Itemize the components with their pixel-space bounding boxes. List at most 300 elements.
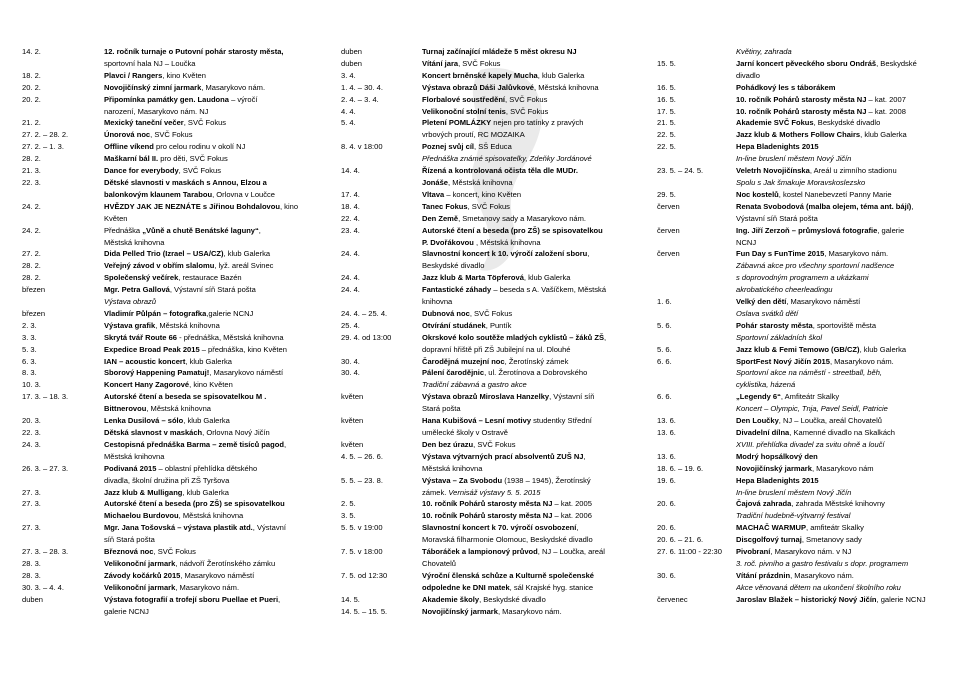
- event-description: [104, 284, 332, 296]
- event-row: [657, 379, 939, 391]
- event-description: [422, 522, 657, 534]
- event-row: [341, 367, 657, 379]
- event-description: [736, 534, 939, 546]
- event-row: [657, 141, 939, 153]
- event-description: [104, 308, 332, 320]
- event-row: [341, 332, 657, 344]
- event-description: [422, 225, 657, 237]
- event-description: [736, 117, 939, 129]
- event-detail: , SVČ Fokus: [505, 106, 549, 116]
- event-row: [657, 165, 939, 177]
- event-detail: , klub Galerka: [182, 487, 229, 497]
- event-title: Výstava – Za Svobodu: [422, 475, 503, 485]
- event-date: 14. 4.: [341, 166, 360, 176]
- event-date: 4. 5. – 26. 6.: [341, 451, 383, 461]
- event-row: [341, 582, 657, 594]
- event-row: [341, 546, 657, 558]
- event-title: Velikonoční stolní tenis: [422, 106, 506, 116]
- event-row: [657, 415, 939, 427]
- event-row: [341, 70, 657, 82]
- event-description: [422, 82, 657, 94]
- event-detail: , SVČ Fokus: [505, 94, 548, 104]
- event-row: [22, 558, 332, 570]
- event-description: [104, 522, 332, 534]
- event-row: [657, 403, 939, 415]
- event-date: 27. 2.: [22, 249, 41, 259]
- event-title: Fantastické záhady: [422, 285, 492, 295]
- event-description: [736, 58, 939, 70]
- event-detail: Stará pošta: [422, 404, 461, 414]
- event-title: Jaroslav Blažek – historický Nový Jičín: [736, 594, 877, 604]
- event-row: [22, 82, 332, 94]
- event-detail: , sportoviště města: [812, 320, 877, 330]
- event-description: [104, 594, 332, 606]
- event-description: [422, 260, 657, 272]
- event-detail: divadla, školní družina při ZŠ Tyršova: [104, 475, 230, 485]
- event-title: Novojičínský jarmark: [736, 463, 812, 473]
- event-description: [104, 46, 332, 58]
- event-row: [657, 70, 939, 82]
- event-date: 24. 2.: [22, 201, 41, 211]
- event-row: [341, 260, 657, 272]
- event-description: [422, 46, 657, 58]
- event-detail: narození, Masarykovo nám. NJ: [104, 106, 209, 116]
- event-title: Jazz klub & Mothers Follow Chairs: [736, 130, 861, 140]
- event-title: Pletení POMLÁZKY: [422, 118, 492, 128]
- event-title: Hepa Bladenights 2015: [736, 475, 819, 485]
- event-note: Vernisáž výstavy 5. 5. 2015: [448, 487, 541, 497]
- event-description: [104, 427, 332, 439]
- event-description: [422, 296, 657, 308]
- event-title: Poznej svůj cíl: [422, 142, 475, 152]
- event-description: [104, 296, 332, 308]
- event-description: [736, 403, 939, 415]
- event-description: [104, 237, 332, 249]
- event-date: 13. 6.: [657, 428, 676, 437]
- event-description: [104, 498, 332, 510]
- event-title: Vítání jara: [422, 58, 459, 68]
- event-date: 17. 5.: [657, 106, 676, 116]
- event-note: Květiny, zahrada: [736, 47, 792, 56]
- event-detail: – kat. 2005: [552, 499, 592, 509]
- event-description: [736, 415, 939, 427]
- event-date: 24. 3.: [22, 439, 41, 449]
- event-description: [422, 558, 657, 570]
- event-row: [341, 534, 657, 546]
- event-date: březen: [22, 308, 46, 318]
- event-detail: – výročí: [228, 94, 258, 104]
- event-detail: , klub Galerka: [523, 273, 571, 283]
- event-description: [736, 463, 939, 475]
- event-note: XVIII. přehlídka divadel za svitu ohně a loučí: [736, 439, 885, 449]
- event-row: [657, 129, 939, 141]
- event-detail: , Masarykovo nám.: [175, 582, 240, 592]
- event-title: MACHAČ WARMUP: [736, 523, 807, 533]
- event-title: Dida Pelled Trio (Izrael – USA/CZ): [104, 249, 224, 259]
- event-title: Veletrh Novojičínska: [736, 166, 810, 176]
- event-date: 26. 3. – 27. 3.: [22, 463, 69, 473]
- event-description: [736, 70, 939, 82]
- event-row: [341, 82, 657, 94]
- event-row: [341, 522, 657, 534]
- event-description: [104, 379, 332, 391]
- event-date: 6. 3.: [22, 356, 37, 366]
- event-row: [22, 451, 332, 463]
- event-date: 5. 5. v 19:00: [341, 523, 383, 533]
- event-row: [341, 165, 657, 177]
- event-detail: , klub Galerka: [860, 130, 907, 140]
- event-detail: , Smetanovy sady: [801, 535, 862, 545]
- event-detail: , sál Krajské hyg. stanice: [509, 582, 594, 592]
- event-row: [22, 522, 332, 534]
- event-description: [736, 356, 939, 368]
- event-description: [104, 534, 332, 546]
- event-description: [736, 546, 939, 558]
- event-description: [422, 117, 657, 129]
- event-date: 28. 2.: [22, 273, 41, 283]
- event-row: [341, 379, 657, 391]
- event-row: [22, 379, 332, 391]
- event-detail: , Puntík: [485, 320, 512, 330]
- event-title: Dětské slavnosti v maskách s Annou, Elzou a: [104, 177, 267, 187]
- event-title: 10. ročník Pohárů starosty města NJ: [736, 94, 867, 104]
- event-row: [341, 117, 657, 129]
- event-row: [341, 272, 657, 284]
- event-row: [341, 451, 657, 463]
- event-title: Čajová zahrada: [736, 499, 792, 509]
- event-row: [657, 213, 939, 225]
- event-detail: , kino Květen: [162, 70, 206, 80]
- event-date: 15. 5.: [657, 58, 676, 68]
- event-title: Florbalové soustředění: [422, 94, 506, 104]
- event-row: [341, 106, 657, 118]
- event-description: [736, 141, 939, 153]
- event-row: [341, 475, 657, 487]
- event-description: [422, 141, 657, 153]
- event-description: [104, 58, 332, 70]
- event-row: [657, 272, 939, 284]
- event-detail: zámek.: [422, 487, 449, 497]
- event-detail: Městská knihovna: [422, 463, 483, 473]
- event-description: [736, 248, 939, 260]
- event-date: 8. 4. v 18:00: [341, 142, 383, 152]
- event-date: 18. 2.: [22, 70, 41, 80]
- event-description: [104, 201, 332, 213]
- event-date: 5. 4.: [341, 118, 356, 128]
- event-title: Jazz klub & Mulligang: [104, 487, 183, 497]
- event-date: 5. 6.: [657, 320, 672, 330]
- event-detail: , kino Květen: [189, 380, 233, 390]
- event-title: Pálení čarodějnic: [422, 368, 485, 378]
- event-description: [422, 415, 657, 427]
- event-row: [22, 94, 332, 106]
- event-title: Expedice Broad Peak 2015: [104, 344, 200, 354]
- event-description: [104, 391, 332, 403]
- event-row: [22, 582, 332, 594]
- event-date: 5. 6.: [657, 344, 672, 354]
- event-row: [657, 475, 939, 487]
- event-description: [422, 451, 657, 463]
- event-detail: dopravní hřiště při ZŠ Jubilejní na ul. Dlouhé: [422, 344, 571, 354]
- event-date: 3. 3.: [22, 332, 37, 342]
- event-date: 14. 5. – 15. 5.: [341, 606, 388, 616]
- event-date: 24. 4.: [341, 285, 360, 295]
- event-note: cyklistika, házená: [736, 380, 796, 390]
- event-row: [341, 427, 657, 439]
- event-detail: , Městská knihovna: [448, 177, 513, 187]
- event-row: [22, 117, 332, 129]
- event-date: 21. 3.: [22, 166, 41, 176]
- event-detail: , Areál u zimního stadionu: [809, 166, 897, 176]
- event-title: SportFest Nový Jičín 2015: [736, 356, 830, 366]
- event-date: 22. 5.: [657, 142, 676, 152]
- event-date: 27. 3. – 28. 3.: [22, 547, 69, 557]
- event-title: Akademie SVČ Fokus: [736, 118, 814, 128]
- event-title: Cestopisná přednáška Barma – země tisíců pagod: [104, 439, 284, 449]
- event-date: 30. 6.: [657, 570, 676, 580]
- event-row: [22, 106, 332, 118]
- event-title: P. Dvořákovou: [422, 237, 474, 247]
- event-row: [657, 106, 939, 118]
- event-description: [104, 177, 332, 189]
- event-title: Velikonoční jarmark: [104, 558, 176, 568]
- event-detail: , SVČ Fokus: [473, 439, 516, 449]
- event-row: [657, 534, 939, 546]
- event-row: [341, 391, 657, 403]
- event-row: [22, 570, 332, 582]
- event-date: 28. 3.: [22, 558, 41, 568]
- event-row: [22, 391, 332, 403]
- event-date: 22. 5.: [657, 130, 676, 140]
- event-description: [736, 82, 939, 94]
- event-description: [422, 546, 657, 558]
- event-description: [422, 94, 657, 106]
- event-date: 27. 6. 11:00 - 22:30: [657, 547, 722, 557]
- event-description: [104, 106, 332, 118]
- event-row: [22, 141, 332, 153]
- event-description: [104, 213, 332, 225]
- event-description: [736, 487, 939, 499]
- event-note: Oslava svátků dětí: [736, 308, 799, 318]
- event-title: Vladimír Půlpán – fotografka: [104, 308, 207, 318]
- event-detail: , SVČ Fokus: [178, 166, 222, 176]
- event-row: [341, 58, 657, 70]
- event-row: [22, 165, 332, 177]
- event-description: [104, 141, 332, 153]
- event-description: [104, 153, 332, 165]
- event-detail: ,: [911, 201, 914, 211]
- event-note: Sportovní akce na náměstí - streetball, běh,: [736, 368, 882, 378]
- event-row: [22, 260, 332, 272]
- event-date: 27. 2. – 28. 2.: [22, 130, 69, 140]
- event-description: [422, 177, 657, 189]
- event-description: [736, 177, 939, 189]
- event-title: Výstava fotografií a trofejí sboru Puellae et Pueri: [104, 594, 279, 604]
- event-detail: , kino: [279, 201, 299, 211]
- event-description: [104, 82, 332, 94]
- event-detail: ,galerie NCNJ: [206, 308, 254, 318]
- event-date: 2. 4. – 3. 4.: [341, 94, 379, 104]
- event-description: [422, 165, 657, 177]
- event-row: [22, 546, 332, 558]
- event-date: 22. 4.: [341, 213, 360, 223]
- event-row: [22, 201, 332, 213]
- event-description: [422, 213, 657, 225]
- event-detail: , Výstavní síň: [549, 392, 595, 402]
- event-title: Bittnerovou: [104, 404, 147, 414]
- event-description: [104, 356, 332, 368]
- event-date: 27. 3.: [22, 523, 41, 533]
- event-description: [104, 189, 332, 201]
- event-date: 20. 6.: [657, 523, 676, 533]
- event-description: [104, 70, 332, 82]
- event-row: [341, 463, 657, 475]
- event-title: Slavnostní koncert k 70. výročí osvobození: [422, 523, 577, 533]
- event-title: odpoledne ke DNI matek: [422, 582, 510, 592]
- event-row: [22, 70, 332, 82]
- event-detail: , Masarykovo nám.: [497, 606, 562, 616]
- event-detail: Moravská filharmonie Olomouc, Beskydské divadlo: [422, 535, 593, 545]
- event-row: [657, 284, 939, 296]
- event-row: [341, 153, 657, 165]
- event-description: [104, 225, 332, 237]
- event-title: Vítání prázdnin: [736, 570, 791, 580]
- event-row: [657, 177, 939, 189]
- event-date: 5. 5. – 23. 8.: [341, 475, 383, 485]
- event-description: [104, 165, 332, 177]
- event-description: [422, 439, 657, 451]
- event-row: [341, 141, 657, 153]
- event-row: [22, 58, 332, 70]
- event-title: Výstava obrazů Miroslava Hanzelky: [422, 392, 550, 402]
- event-detail: ,: [278, 594, 281, 604]
- event-title: HVĚZDY JAK JE NEZNÁTE s Jiřinou Bohdalovou: [104, 201, 280, 211]
- event-description: [422, 248, 657, 260]
- event-row: [657, 522, 939, 534]
- event-description: [422, 475, 657, 487]
- event-date: 23. 5. – 24. 5.: [657, 166, 704, 176]
- event-row: [341, 296, 657, 308]
- event-row: [657, 594, 939, 606]
- event-date: 21. 5.: [657, 118, 676, 128]
- event-detail: , Beskydské divadlo: [813, 118, 881, 128]
- event-row: [22, 475, 332, 487]
- event-row: [341, 189, 657, 201]
- event-date: 23. 4.: [341, 225, 360, 235]
- event-description: [422, 106, 657, 118]
- event-title: Závody kočárků 2015: [104, 570, 181, 580]
- event-description: [104, 451, 332, 463]
- event-title: 10. ročník Pohárů starosty města NJ: [422, 511, 553, 521]
- event-date: 3. 5.: [341, 511, 356, 521]
- event-detail: , NJ – Loučka, areál Chovatelů: [778, 416, 882, 426]
- event-date: 2. 5.: [341, 499, 356, 509]
- event-date: 22. 3.: [22, 177, 41, 187]
- event-detail: , Orlovna Nový Jičín: [202, 428, 270, 437]
- event-title: Dubnová noc: [422, 308, 470, 318]
- event-description: [736, 308, 939, 320]
- event-detail: – kat. 2008: [866, 106, 906, 116]
- event-description: [736, 225, 939, 237]
- event-row: [22, 498, 332, 510]
- event-description: [104, 94, 332, 106]
- event-detail: , Kamenné divadlo na Skalkách: [789, 428, 895, 437]
- event-detail: – kat. 2006: [552, 511, 592, 521]
- event-title: Dětská slavnost v maskách: [104, 428, 203, 437]
- event-row: [341, 510, 657, 522]
- event-date: 13. 6.: [657, 451, 676, 461]
- event-description: [104, 403, 332, 415]
- event-note: Výstava obrazů: [104, 297, 157, 307]
- event-detail: , klub Galerka: [183, 416, 230, 426]
- event-row: [657, 237, 939, 249]
- event-row: [657, 391, 939, 403]
- event-date: červen: [657, 249, 680, 259]
- event-title: Slavnostní koncert k 10. výročí založení sboru: [422, 249, 588, 259]
- event-date: 1. 6.: [657, 297, 672, 307]
- event-detail: , Beskydské: [876, 58, 917, 68]
- event-description: [736, 594, 939, 606]
- event-row: [341, 558, 657, 570]
- event-title: Koncert Hany Zagorové: [104, 380, 190, 390]
- event-row: [22, 427, 332, 439]
- event-description: [736, 272, 939, 284]
- event-detail: , nádvoří Žerotínského zámku: [175, 558, 276, 568]
- event-description: [736, 344, 939, 356]
- event-description: [736, 260, 939, 272]
- event-detail: knihovna: [422, 297, 453, 307]
- event-title: Fun Day s FunTime 2015: [736, 249, 825, 259]
- event-detail: – přednáška, kino Květen: [199, 344, 287, 354]
- event-row: [341, 320, 657, 332]
- event-detail: , ul. Žerotínova a Dobrovského: [484, 368, 588, 378]
- event-date: 29. 4. od 13:00: [341, 332, 392, 342]
- calendar-column-may-july: [657, 46, 939, 606]
- event-title: Autorské čtení a beseda (pro ZŠ) se spisovatelkou: [104, 499, 285, 509]
- event-date: 17. 3. – 18. 3.: [22, 392, 69, 402]
- event-date: duben: [341, 47, 362, 56]
- event-row: [22, 177, 332, 189]
- event-row: [22, 308, 332, 320]
- event-row: [657, 463, 939, 475]
- event-title: Pivobraní: [736, 547, 771, 557]
- event-description: [422, 308, 657, 320]
- event-row: [657, 308, 939, 320]
- event-title: Jarní koncert pěveckého sboru Ondráš: [736, 58, 877, 68]
- event-detail: (1938 – 1945), Žerotínský: [502, 475, 591, 485]
- event-date: 29. 5.: [657, 189, 676, 199]
- event-title: Táboráček a lampionový průvod: [422, 547, 538, 557]
- event-title: Modrý hopsálkový den: [736, 451, 818, 461]
- event-detail: , Masarykovo náměstí: [786, 297, 861, 307]
- event-title: Den bez úrazu: [422, 439, 474, 449]
- event-detail: nejen pro tatínky z pravých: [491, 118, 584, 128]
- event-row: [22, 367, 332, 379]
- event-row: [657, 189, 939, 201]
- event-title: Velikonoční jarmark: [104, 582, 176, 592]
- event-detail: , Městská knihovna: [178, 511, 244, 521]
- event-row: [341, 344, 657, 356]
- event-date: 16. 5.: [657, 82, 676, 92]
- event-date: 2. 3.: [22, 320, 37, 330]
- event-detail: , Masarykovo nám.: [790, 570, 854, 580]
- event-detail: – kat. 2007: [866, 94, 906, 104]
- event-row: [341, 225, 657, 237]
- event-date: 24. 4. – 25. 4.: [341, 308, 388, 318]
- event-detail: , Smetanovy sady a Masarykovo nám.: [458, 213, 587, 223]
- event-row: [657, 451, 939, 463]
- event-row: [341, 284, 657, 296]
